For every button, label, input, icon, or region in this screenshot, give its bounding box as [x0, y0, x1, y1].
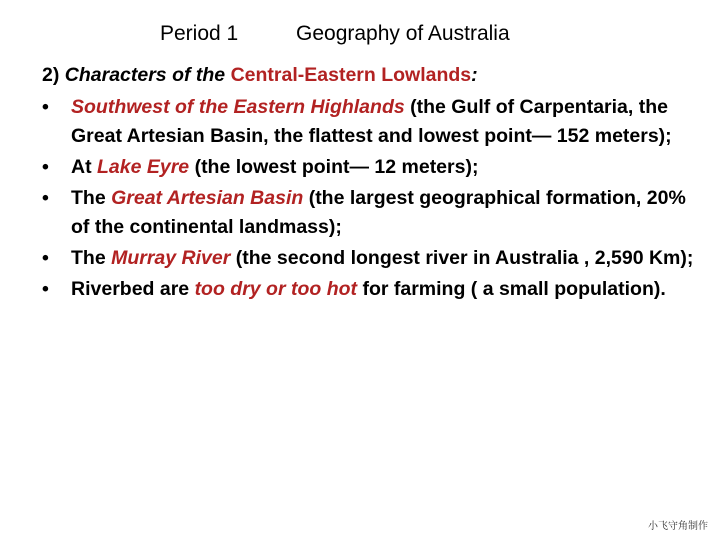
list-item: [42, 244, 702, 273]
item-text-post: (the Gulf of Carpentaria, the Great Artesian Basin, the flattest and lowest point— 152 meters);: [71, 96, 672, 147]
bullet-list: [42, 93, 702, 304]
bullet-icon: •: [42, 187, 49, 209]
period-label: Period 1: [160, 22, 239, 45]
item-text-em: too dry or too hot: [194, 278, 358, 300]
bullet-icon: •: [42, 96, 49, 118]
topic-title: Geography of Australia: [296, 22, 510, 45]
list-item: [42, 184, 702, 242]
item-text-em: Lake Eyre: [97, 156, 190, 178]
item-text-pre: At: [71, 156, 97, 178]
item-text-post: (the largest geographical formation, 20% of the continental landmass);: [71, 187, 686, 238]
item-text-em: Murray River: [111, 247, 231, 269]
heading-highlight: Central-Eastern Lowlands: [230, 64, 472, 86]
list-item: [42, 153, 702, 182]
heading-colon: :: [471, 64, 478, 86]
slide-title: [0, 22, 720, 52]
item-text-pre: The: [71, 187, 112, 209]
item-text-post: (the lowest point— 12 meters);: [189, 156, 479, 178]
bullet-icon: •: [42, 156, 49, 178]
item-text-post: (the second longest river in Australia , 2,590 Km);: [230, 247, 694, 269]
slide-content: [42, 61, 702, 306]
item-text-post: for farming ( a small population).: [357, 278, 666, 300]
watermark: 小飞守角制作: [648, 521, 708, 532]
bullet-icon: •: [42, 278, 49, 300]
list-item: [42, 93, 702, 151]
section-heading: [42, 61, 702, 90]
item-text-pre: The: [71, 247, 112, 269]
bullet-icon: •: [42, 247, 49, 269]
heading-text: Characters of the: [64, 64, 231, 86]
item-text-em: Great Artesian Basin: [111, 187, 304, 209]
heading-number: 2): [42, 64, 65, 86]
item-text-em: Southwest of the Eastern Highlands: [71, 96, 405, 118]
list-item: [42, 275, 702, 304]
item-text-pre: Riverbed are: [71, 278, 195, 300]
